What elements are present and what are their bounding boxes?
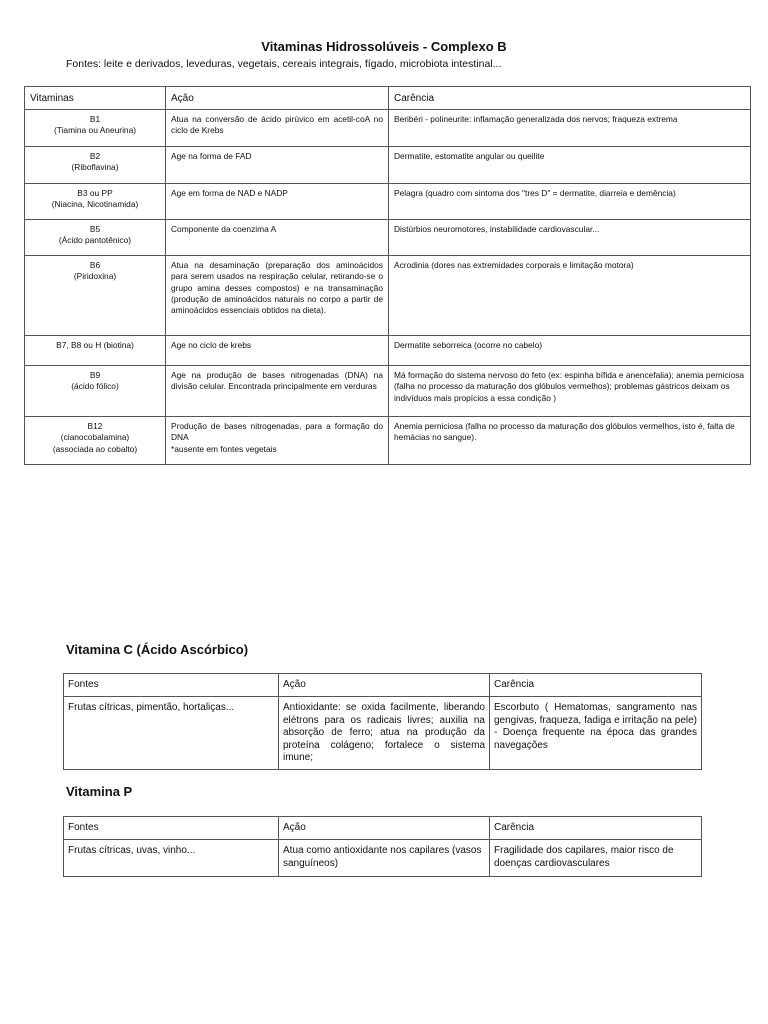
vitamin-p-table bbox=[63, 816, 702, 877]
header-cell: Ação bbox=[166, 87, 389, 110]
complex-b-table bbox=[24, 86, 751, 465]
vitamin-name-cell: B12 (cianocobalamina) (associada ao cobalto) bbox=[25, 417, 166, 465]
header-cell: Ação bbox=[279, 817, 490, 840]
deficiency-cell: Anemia perniciosa (falha no processo da maturação dos glóbulos vermelhos, isto é, falta de hemácias no sangue). bbox=[389, 417, 751, 465]
table-header-row bbox=[25, 87, 751, 110]
vitamin-p-title: Vitamina P bbox=[66, 784, 133, 799]
table-row bbox=[25, 110, 751, 147]
vitamin-c-title: Vitamina C (Ácido Ascórbico) bbox=[66, 642, 249, 657]
vitamin-name-cell: B1 (Tiamina ou Aneurina) bbox=[25, 110, 166, 147]
table-row bbox=[25, 417, 751, 465]
action-cell: Age na forma de FAD bbox=[166, 147, 389, 184]
deficiency-cell: Fragilidade dos capilares, maior risco de doenças cardiovasculares bbox=[490, 840, 702, 877]
deficiency-cell: Pelagra (quadro com sintoma dos "tres D" = dermatite, diarreia e demência) bbox=[389, 184, 751, 220]
header-cell: Fontes bbox=[64, 817, 279, 840]
header-cell: Fontes bbox=[64, 674, 279, 697]
vitamin-c-table bbox=[63, 673, 702, 770]
header-cell: Carência bbox=[490, 674, 702, 697]
vitamin-name-cell: B2 (Riboflavina) bbox=[25, 147, 166, 184]
deficiency-cell: Escorbuto ( Hematomas, sangramento nas gengivas, fraqueza, fadiga e irritação na pele) - Doença frequente na época das grandes navegações bbox=[490, 697, 702, 770]
deficiency-cell: Acrodinia (dores nas extremidades corporais e limitação motora) bbox=[389, 256, 751, 336]
deficiency-cell: Má formação do sistema nervoso do feto (ex: espinha bífida e anencefalia); anemia perniciosa (falha no processo da maturação dos glóbulos vermelhos); problemas gástricos deixam os indivíduos mais propícios a essa condição ) bbox=[389, 366, 751, 417]
table-row bbox=[25, 184, 751, 220]
vitamin-name-cell: B3 ou PP (Niacina, Nicotinamida) bbox=[25, 184, 166, 220]
sources-line: Fontes: leite e derivados, leveduras, vegetais, cereais integrais, fígado, microbiota intestinal... bbox=[66, 58, 502, 70]
vitamin-name-cell: B7, B8 ou H (biotina) bbox=[25, 336, 166, 366]
action-cell: Antioxidante: se oxida facilmente, liberando elétrons para os radicais livres; auxilia na absorção de ferro; atua na produção da proteína colágeno; fortalece o sistema imune; bbox=[279, 697, 490, 770]
deficiency-cell: Dermatite, estomatite angular ou queilite bbox=[389, 147, 751, 184]
sources-cell: Frutas cítricas, uvas, vinho... bbox=[64, 840, 279, 877]
table-row bbox=[25, 336, 751, 366]
action-cell: Atua como antioxidante nos capilares (vasos sanguíneos) bbox=[279, 840, 490, 877]
table-header-row bbox=[64, 817, 702, 840]
table-row bbox=[25, 147, 751, 184]
table-row bbox=[25, 256, 751, 336]
vitamin-name-cell: B9 (ácido fólico) bbox=[25, 366, 166, 417]
deficiency-cell: Dermatite seborreica (ocorre no cabelo) bbox=[389, 336, 751, 366]
vitamin-name-cell: B5 (Ácido pantotênico) bbox=[25, 220, 166, 256]
sources-cell: Frutas cítricas, pimentão, hortaliças... bbox=[64, 697, 279, 770]
action-cell: Age em forma de NAD e NADP bbox=[166, 184, 389, 220]
table-row bbox=[25, 220, 751, 256]
table-row bbox=[64, 840, 702, 877]
vitamin-name-cell: B6 (Piridoxina) bbox=[25, 256, 166, 336]
header-cell: Ação bbox=[279, 674, 490, 697]
action-cell: Produção de bases nitrogenadas, para a formação do DNA *ausente em fontes vegetais bbox=[166, 417, 389, 465]
header-cell: Vitaminas bbox=[25, 87, 166, 110]
action-cell: Atua na conversão de ácido pirúvico em acetil-coA no ciclo de Krebs bbox=[166, 110, 389, 147]
table-row bbox=[64, 697, 702, 770]
action-cell: Age no ciclo de krebs bbox=[166, 336, 389, 366]
header-cell: Carência bbox=[389, 87, 751, 110]
deficiency-cell: Distúrbios neuromotores, instabilidade cardiovascular... bbox=[389, 220, 751, 256]
action-cell: Atua na desaminação (preparação dos aminoácidos para serem usados na respiração celular, retirando-se o grupo amina desses compostos) e na transaminação (produção de aminoácidos naturais no corpo a partir de aminoácidos essenciais obtidos na dieta). bbox=[166, 256, 389, 336]
page-title: Vitaminas Hidrossolúveis - Complexo B bbox=[261, 39, 507, 54]
table-header-row bbox=[64, 674, 702, 697]
table-row bbox=[25, 366, 751, 417]
action-cell: Componente da coenzima A bbox=[166, 220, 389, 256]
action-note: *ausente em fontes vegetais bbox=[171, 443, 277, 454]
action-cell: Age na produção de bases nitrogenadas (DNA) na divisão celular. Encontrada principalmente em verduras bbox=[166, 366, 389, 417]
header-cell: Carência bbox=[490, 817, 702, 840]
deficiency-cell: Beribéri - polineurite: inflamação generalizada dos nervos; fraqueza extrema bbox=[389, 110, 751, 147]
